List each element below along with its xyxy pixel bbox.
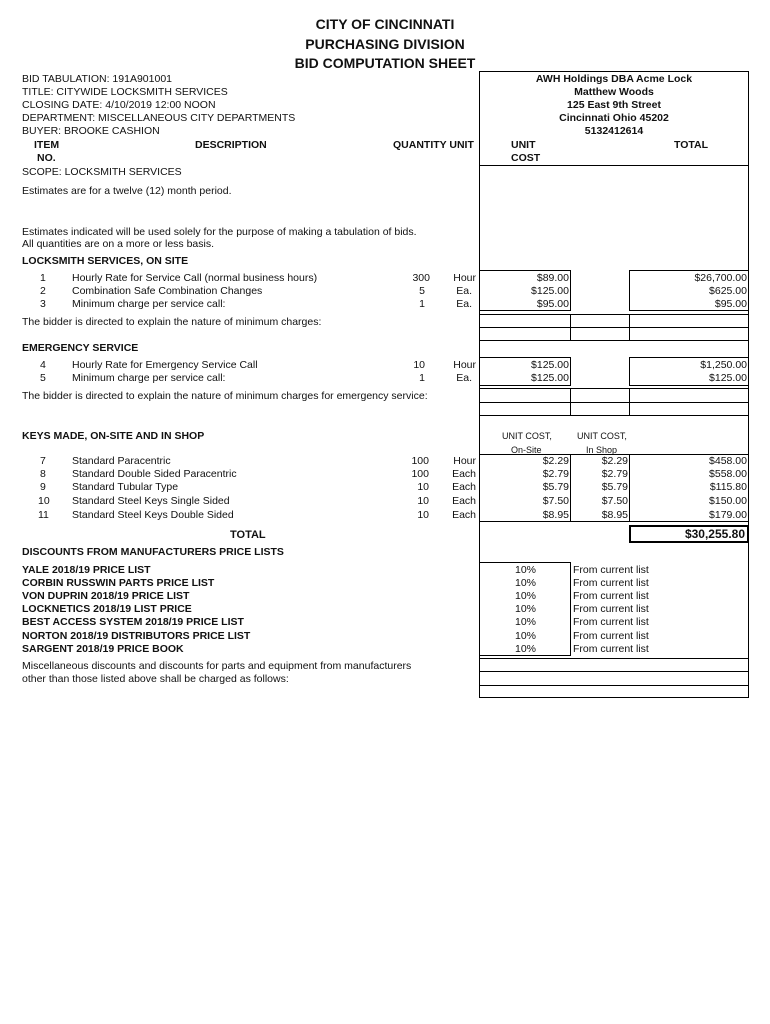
unit-cost-onsite-label: UNIT COST, [502, 431, 552, 441]
misc-box-1 [479, 658, 749, 672]
discount-note: From current list [573, 564, 649, 576]
item-shop-cost: $5.79 [601, 481, 628, 493]
discount-pct: 10% [515, 603, 537, 616]
discount-name: SARGENT 2018/19 PRICE BOOK [22, 642, 184, 655]
header-item: ITEM [34, 139, 60, 151]
keys-total-box [629, 454, 749, 522]
discount-pct: 10% [515, 642, 537, 655]
onsite-label: On-Site [511, 445, 542, 455]
item-no: 2 [40, 285, 46, 297]
item-qty: 10 [413, 359, 425, 371]
vendor-address: 125 East 9th Street [567, 99, 661, 111]
onsite-heading: LOCKSMITH SERVICES, ON SITE [22, 255, 189, 267]
header-quantity-unit: QUANTITY UNIT [393, 139, 474, 151]
item-qty: 1 [419, 298, 425, 310]
item-no: 5 [40, 372, 46, 384]
onsite-note-box [479, 314, 749, 328]
buyer: BUYER: BROOKE CASHION [22, 125, 160, 137]
item-qty: 5 [419, 285, 425, 297]
grand-total: $30,255.80 [684, 527, 745, 541]
emergency-total-box [629, 357, 749, 386]
unit-cost-shop-label: UNIT COST, [577, 431, 627, 441]
vendor-contact: Matthew Woods [574, 86, 654, 98]
item-qty: 10 [417, 495, 429, 507]
item-total: $150.00 [709, 495, 747, 507]
discount-pct: 10% [515, 590, 537, 603]
item-shop-cost: $8.95 [601, 509, 628, 521]
grid-line [479, 340, 749, 341]
grid-line [479, 415, 749, 416]
item-unit: Each [452, 468, 476, 480]
item-qty: 100 [411, 468, 429, 480]
discount-note: From current list [573, 642, 649, 655]
discount-name: BEST ACCESS SYSTEM 2018/19 PRICE LIST [22, 616, 244, 629]
onsite-total-box [629, 270, 749, 311]
item-qty: 100 [411, 455, 429, 467]
item-unit: Ea. [456, 298, 472, 310]
item-cost: $95.00 [536, 298, 569, 310]
item-cost: $125.00 [531, 372, 569, 384]
title-sheet: BID COMPUTATION SHEET [294, 55, 476, 71]
in-shop-label: In Shop [586, 445, 618, 455]
item-onsite-cost: $8.95 [542, 509, 569, 521]
item-qty: 1 [419, 372, 425, 384]
item-no: 4 [40, 359, 46, 371]
item-qty: 300 [412, 272, 430, 284]
item-no: 11 [38, 509, 49, 521]
item-qty: 10 [417, 509, 429, 521]
discount-note: From current list [573, 616, 649, 629]
item-total: $625.00 [709, 285, 747, 297]
vendor-header-divider [479, 165, 749, 166]
vendor-city: Cincinnati Ohio 45202 [559, 112, 669, 124]
header-cost: COST [511, 152, 541, 164]
discount-name: LOCKNETICS 2018/19 LIST PRICE [22, 603, 192, 616]
item-no: 9 [40, 481, 46, 493]
item-desc: Combination Safe Combination Changes [72, 285, 263, 297]
title-division: PURCHASING DIVISION [305, 36, 465, 52]
item-desc: Hourly Rate for Service Call (normal business hours) [72, 272, 318, 284]
keys-onsite-box [479, 454, 571, 522]
item-onsite-cost: $7.50 [542, 495, 569, 507]
emergency-note-box [479, 388, 749, 403]
discount-name: VON DUPRIN 2018/19 PRICE LIST [22, 590, 190, 603]
emergency-heading: EMERGENCY SERVICE [22, 342, 139, 354]
grid-line [629, 388, 630, 416]
scope: SCOPE: LOCKSMITH SERVICES [22, 166, 182, 178]
title-city: CITY OF CINCINNATI [315, 16, 455, 32]
bid-title: TITLE: CITYWIDE LOCKSMITH SERVICES [22, 86, 228, 98]
item-desc: Standard Steel Keys Single Sided [72, 495, 230, 507]
discount-pct: 10% [515, 577, 537, 590]
item-unit: Hour [453, 455, 476, 467]
estimates-note: Estimates are for a twelve (12) month period. [22, 185, 232, 197]
item-cost: $89.00 [536, 272, 569, 284]
bid-tabulation: BID TABULATION: 191A901001 [22, 73, 172, 85]
discount-name: CORBIN RUSSWIN PARTS PRICE LIST [22, 577, 215, 590]
grid-line [629, 314, 630, 341]
item-shop-cost: $2.79 [601, 468, 628, 480]
item-total: $179.00 [709, 509, 747, 521]
discount-note: From current list [573, 577, 649, 590]
item-no: 7 [40, 455, 46, 467]
item-shop-cost: $2.29 [601, 455, 628, 467]
discount-note: From current list [573, 629, 649, 642]
item-onsite-cost: $2.79 [542, 468, 569, 480]
discount-note: From current list [573, 590, 649, 603]
keys-shop-box [570, 454, 630, 522]
keys-heading: KEYS MADE, ON-SITE AND IN SHOP [22, 430, 205, 442]
item-total: $115.80 [709, 481, 747, 493]
item-no: 1 [40, 272, 46, 284]
item-unit: Each [452, 495, 476, 507]
grid-line [479, 685, 749, 686]
item-desc: Minimum charge per service call: [72, 298, 226, 310]
item-desc: Standard Tubular Type [72, 481, 179, 493]
quantities-note: All quantities are on a more or less basis. [22, 238, 215, 250]
discount-pct-box [479, 562, 571, 656]
discount-pct: 10% [515, 564, 537, 576]
item-unit: Hour [453, 272, 476, 284]
header-unit: UNIT [511, 139, 536, 151]
item-onsite-cost: $5.79 [542, 481, 569, 493]
item-cost: $125.00 [531, 285, 569, 297]
vendor-phone: 5132412614 [584, 125, 644, 137]
header-total: TOTAL [674, 139, 709, 151]
item-desc: Standard Double Sided Paracentric [72, 468, 237, 480]
item-no: 8 [40, 468, 46, 480]
emergency-cost-box [479, 357, 571, 386]
item-no: 10 [38, 495, 50, 507]
item-qty: 10 [417, 481, 429, 493]
grid-line [570, 314, 571, 341]
item-unit: Each [452, 481, 476, 493]
onsite-note: The bidder is directed to explain the nature of minimum charges: [22, 316, 322, 328]
item-unit: Each [452, 509, 476, 521]
vendor-name: AWH Holdings DBA Acme Lock [535, 73, 693, 85]
item-unit: Ea. [456, 285, 472, 297]
header-description: DESCRIPTION [195, 139, 267, 151]
item-unit: Hour [453, 359, 476, 371]
item-total: $1,250.00 [700, 359, 747, 371]
misc-discount-2: other than those listed above shall be charged as follows: [22, 673, 289, 685]
closing-date: CLOSING DATE: 4/10/2019 12:00 NOON [22, 99, 216, 111]
header-no: NO. [37, 152, 56, 164]
tabulation-note: Estimates indicated will be used solely for the purpose of making a tabulation of bids. [22, 226, 417, 238]
item-desc: Minimum charge per service call: [72, 372, 226, 384]
item-shop-cost: $7.50 [601, 495, 628, 507]
item-desc: Hourly Rate for Emergency Service Call [72, 359, 258, 371]
item-onsite-cost: $2.29 [542, 455, 569, 467]
misc-discount-1: Miscellaneous discounts and discounts for parts and equipment from manufacturers [22, 660, 412, 672]
discount-pct: 10% [515, 629, 537, 642]
item-total: $458.00 [709, 455, 747, 467]
grid-line [570, 388, 571, 416]
item-unit: Ea. [456, 372, 472, 384]
item-no: 3 [40, 298, 46, 310]
discount-name: YALE 2018/19 PRICE LIST [22, 564, 151, 576]
item-total: $558.00 [709, 468, 747, 480]
item-total: $26,700.00 [694, 272, 747, 284]
onsite-cost-box [479, 270, 571, 311]
item-total: $125.00 [709, 372, 747, 384]
department: DEPARTMENT: MISCELLANEOUS CITY DEPARTMENTS [22, 112, 296, 124]
total-label: TOTAL [230, 529, 266, 541]
item-desc: Standard Paracentric [72, 455, 171, 467]
discount-note: From current list [573, 603, 649, 616]
discount-name: NORTON 2018/19 DISTRIBUTORS PRICE LIST [22, 629, 251, 642]
discounts-heading: DISCOUNTS FROM MANUFACTURERS PRICE LISTS [22, 546, 284, 558]
item-total: $95.00 [714, 298, 747, 310]
discount-pct: 10% [515, 616, 537, 629]
item-cost: $125.00 [531, 359, 569, 371]
emergency-note: The bidder is directed to explain the nature of minimum charges for emergency service: [22, 390, 428, 402]
item-desc: Standard Steel Keys Double Sided [72, 509, 234, 521]
